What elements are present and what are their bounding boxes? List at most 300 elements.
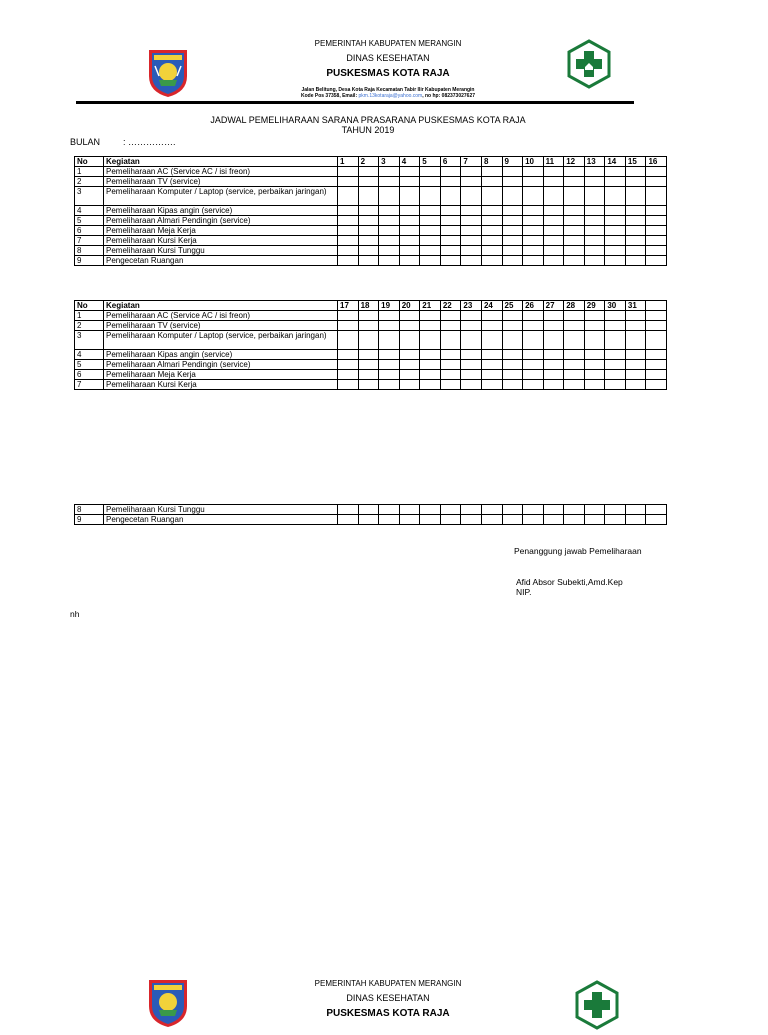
- day-cell[interactable]: [399, 505, 420, 515]
- day-cell[interactable]: [605, 370, 626, 380]
- day-cell[interactable]: [564, 311, 585, 321]
- day-cell[interactable]: [358, 380, 379, 390]
- day-cell[interactable]: [481, 370, 502, 380]
- day-cell[interactable]: [338, 216, 359, 226]
- day-cell[interactable]: [502, 246, 523, 256]
- day-cell[interactable]: [379, 206, 400, 216]
- day-cell[interactable]: [502, 360, 523, 370]
- day-cell[interactable]: [564, 187, 585, 206]
- day-cell[interactable]: [523, 505, 544, 515]
- day-cell[interactable]: [338, 311, 359, 321]
- day-cell[interactable]: [358, 187, 379, 206]
- day-cell[interactable]: [584, 216, 605, 226]
- day-cell[interactable]: [461, 226, 482, 236]
- day-cell[interactable]: [358, 226, 379, 236]
- day-cell[interactable]: [338, 187, 359, 206]
- day-cell[interactable]: [523, 216, 544, 226]
- day-cell[interactable]: [461, 370, 482, 380]
- day-cell[interactable]: [502, 321, 523, 331]
- day-cell[interactable]: [564, 515, 585, 525]
- day-cell[interactable]: [338, 167, 359, 177]
- day-cell[interactable]: [399, 236, 420, 246]
- day-cell[interactable]: [338, 380, 359, 390]
- day-cell[interactable]: [358, 370, 379, 380]
- day-cell[interactable]: [646, 331, 667, 350]
- day-cell[interactable]: [523, 311, 544, 321]
- day-cell[interactable]: [543, 331, 564, 350]
- day-cell[interactable]: [358, 167, 379, 177]
- day-cell[interactable]: [646, 226, 667, 236]
- day-cell[interactable]: [358, 236, 379, 246]
- day-cell[interactable]: [461, 256, 482, 266]
- day-cell[interactable]: [625, 380, 646, 390]
- day-cell[interactable]: [379, 216, 400, 226]
- day-cell[interactable]: [502, 256, 523, 266]
- day-cell[interactable]: [523, 226, 544, 236]
- header-day: 19: [379, 301, 400, 311]
- day-cell[interactable]: [543, 505, 564, 515]
- day-cell[interactable]: [399, 187, 420, 206]
- day-cell[interactable]: [625, 206, 646, 216]
- day-cell[interactable]: [646, 246, 667, 256]
- day-cell[interactable]: [502, 177, 523, 187]
- day-cell[interactable]: [379, 167, 400, 177]
- day-cell[interactable]: [523, 321, 544, 331]
- day-cell[interactable]: [625, 167, 646, 177]
- day-cell[interactable]: [399, 311, 420, 321]
- day-cell[interactable]: [338, 246, 359, 256]
- day-cell[interactable]: [399, 321, 420, 331]
- day-cell[interactable]: [399, 246, 420, 256]
- day-cell[interactable]: [605, 311, 626, 321]
- day-cell[interactable]: [625, 216, 646, 226]
- day-cell[interactable]: [605, 236, 626, 246]
- day-cell[interactable]: [646, 380, 667, 390]
- day-cell[interactable]: [358, 311, 379, 321]
- row-no: 1: [75, 311, 104, 321]
- day-cell[interactable]: [358, 321, 379, 331]
- day-cell[interactable]: [502, 167, 523, 177]
- day-cell[interactable]: [338, 331, 359, 350]
- day-cell[interactable]: [584, 360, 605, 370]
- day-cell[interactable]: [646, 236, 667, 246]
- day-cell[interactable]: [502, 515, 523, 525]
- day-cell[interactable]: [420, 515, 441, 525]
- day-cell[interactable]: [625, 226, 646, 236]
- day-cell[interactable]: [605, 331, 626, 350]
- day-cell[interactable]: [338, 321, 359, 331]
- day-cell[interactable]: [420, 246, 441, 256]
- day-cell[interactable]: [646, 206, 667, 216]
- day-cell[interactable]: [338, 236, 359, 246]
- day-cell[interactable]: [646, 216, 667, 226]
- day-cell[interactable]: [502, 311, 523, 321]
- day-cell[interactable]: [564, 256, 585, 266]
- day-cell[interactable]: [461, 206, 482, 216]
- day-cell[interactable]: [543, 360, 564, 370]
- day-cell[interactable]: [358, 505, 379, 515]
- day-cell[interactable]: [461, 311, 482, 321]
- day-cell[interactable]: [481, 246, 502, 256]
- day-cell[interactable]: [481, 206, 502, 216]
- day-cell[interactable]: [625, 256, 646, 266]
- day-cell[interactable]: [605, 321, 626, 331]
- day-cell[interactable]: [379, 177, 400, 187]
- day-cell[interactable]: [440, 350, 461, 360]
- row-no: 3: [75, 331, 104, 350]
- day-cell[interactable]: [543, 177, 564, 187]
- day-cell[interactable]: [420, 370, 441, 380]
- day-cell[interactable]: [440, 246, 461, 256]
- header-no: No: [75, 301, 104, 311]
- day-cell[interactable]: [440, 167, 461, 177]
- day-cell[interactable]: [502, 187, 523, 206]
- day-cell[interactable]: [584, 206, 605, 216]
- day-cell[interactable]: [584, 167, 605, 177]
- day-cell[interactable]: [461, 331, 482, 350]
- day-cell[interactable]: [481, 187, 502, 206]
- day-cell[interactable]: [584, 311, 605, 321]
- day-cell[interactable]: [399, 350, 420, 360]
- header-day: 29: [584, 301, 605, 311]
- day-cell[interactable]: [646, 256, 667, 266]
- day-cell[interactable]: [584, 350, 605, 360]
- day-cell[interactable]: [605, 515, 626, 525]
- day-cell[interactable]: [646, 177, 667, 187]
- day-cell[interactable]: [358, 246, 379, 256]
- day-cell[interactable]: [543, 370, 564, 380]
- day-cell[interactable]: [440, 311, 461, 321]
- day-cell[interactable]: [440, 226, 461, 236]
- day-cell[interactable]: [543, 206, 564, 216]
- day-cell[interactable]: [379, 360, 400, 370]
- day-cell[interactable]: [420, 236, 441, 246]
- day-cell[interactable]: [399, 206, 420, 216]
- day-cell[interactable]: [646, 505, 667, 515]
- day-cell[interactable]: [584, 370, 605, 380]
- day-cell[interactable]: [338, 370, 359, 380]
- day-cell[interactable]: [440, 505, 461, 515]
- day-cell[interactable]: [564, 216, 585, 226]
- day-cell[interactable]: [379, 321, 400, 331]
- day-cell[interactable]: [338, 360, 359, 370]
- day-cell[interactable]: [543, 226, 564, 236]
- day-cell[interactable]: [461, 246, 482, 256]
- day-cell[interactable]: [481, 167, 502, 177]
- day-cell[interactable]: [625, 515, 646, 525]
- day-cell[interactable]: [461, 236, 482, 246]
- day-cell[interactable]: [481, 216, 502, 226]
- day-cell[interactable]: [420, 187, 441, 206]
- day-cell[interactable]: [461, 350, 482, 360]
- day-cell[interactable]: [440, 236, 461, 246]
- day-cell[interactable]: [440, 216, 461, 226]
- day-cell[interactable]: [625, 246, 646, 256]
- day-cell[interactable]: [379, 331, 400, 350]
- day-cell[interactable]: [420, 331, 441, 350]
- day-cell[interactable]: [358, 360, 379, 370]
- day-cell[interactable]: [605, 167, 626, 177]
- header-day: 31: [625, 301, 646, 311]
- row-no: 6: [75, 226, 104, 236]
- day-cell[interactable]: [625, 370, 646, 380]
- day-cell[interactable]: [379, 350, 400, 360]
- day-cell[interactable]: [502, 505, 523, 515]
- day-cell[interactable]: [523, 246, 544, 256]
- day-cell[interactable]: [543, 256, 564, 266]
- day-cell[interactable]: [543, 236, 564, 246]
- day-cell[interactable]: [481, 360, 502, 370]
- day-cell[interactable]: [420, 360, 441, 370]
- day-cell[interactable]: [564, 206, 585, 216]
- day-cell[interactable]: [605, 177, 626, 187]
- day-cell[interactable]: [420, 167, 441, 177]
- day-cell[interactable]: [481, 350, 502, 360]
- day-cell[interactable]: [646, 321, 667, 331]
- day-cell[interactable]: [358, 331, 379, 350]
- day-cell[interactable]: [543, 380, 564, 390]
- day-cell[interactable]: [420, 380, 441, 390]
- day-cell[interactable]: [625, 177, 646, 187]
- day-cell[interactable]: [399, 216, 420, 226]
- day-cell[interactable]: [646, 187, 667, 206]
- day-cell[interactable]: [605, 206, 626, 216]
- day-cell[interactable]: [338, 350, 359, 360]
- day-cell[interactable]: [625, 187, 646, 206]
- day-cell[interactable]: [625, 321, 646, 331]
- day-cell[interactable]: [584, 321, 605, 331]
- day-cell[interactable]: [543, 167, 564, 177]
- day-cell[interactable]: [399, 360, 420, 370]
- day-cell[interactable]: [420, 206, 441, 216]
- day-cell[interactable]: [481, 256, 502, 266]
- day-cell[interactable]: [420, 311, 441, 321]
- day-cell[interactable]: [379, 236, 400, 246]
- day-cell[interactable]: [379, 380, 400, 390]
- day-cell[interactable]: [399, 331, 420, 350]
- day-cell[interactable]: [440, 380, 461, 390]
- day-cell[interactable]: [523, 236, 544, 246]
- day-cell[interactable]: [440, 370, 461, 380]
- day-cell[interactable]: [543, 187, 564, 206]
- day-cell[interactable]: [605, 505, 626, 515]
- day-cell[interactable]: [481, 236, 502, 246]
- day-cell[interactable]: [461, 321, 482, 331]
- day-cell[interactable]: [379, 505, 400, 515]
- day-cell[interactable]: [523, 360, 544, 370]
- day-cell[interactable]: [564, 370, 585, 380]
- kop-email[interactable]: pkm.13kotaraja@yahoo.com: [358, 93, 423, 99]
- day-cell[interactable]: [605, 380, 626, 390]
- day-cell[interactable]: [502, 216, 523, 226]
- day-cell[interactable]: [605, 216, 626, 226]
- day-cell[interactable]: [338, 226, 359, 236]
- day-cell[interactable]: [481, 177, 502, 187]
- day-cell[interactable]: [543, 350, 564, 360]
- day-cell[interactable]: [523, 515, 544, 525]
- day-cell[interactable]: [564, 321, 585, 331]
- day-cell[interactable]: [379, 187, 400, 206]
- day-cell[interactable]: [338, 206, 359, 216]
- day-cell[interactable]: [379, 246, 400, 256]
- day-cell[interactable]: [625, 331, 646, 350]
- day-cell[interactable]: [605, 226, 626, 236]
- day-cell[interactable]: [461, 177, 482, 187]
- day-cell[interactable]: [625, 236, 646, 246]
- day-cell[interactable]: [584, 177, 605, 187]
- day-cell[interactable]: [440, 177, 461, 187]
- day-cell[interactable]: [605, 360, 626, 370]
- day-cell[interactable]: [440, 187, 461, 206]
- day-cell[interactable]: [584, 187, 605, 206]
- day-cell[interactable]: [420, 256, 441, 266]
- day-cell[interactable]: [358, 216, 379, 226]
- day-cell[interactable]: [523, 177, 544, 187]
- day-cell[interactable]: [502, 331, 523, 350]
- day-cell[interactable]: [502, 380, 523, 390]
- day-cell[interactable]: [338, 256, 359, 266]
- day-cell[interactable]: [543, 321, 564, 331]
- day-cell[interactable]: [646, 167, 667, 177]
- day-cell[interactable]: [461, 380, 482, 390]
- day-cell[interactable]: [440, 331, 461, 350]
- day-cell[interactable]: [399, 256, 420, 266]
- day-cell[interactable]: [440, 256, 461, 266]
- day-cell[interactable]: [420, 505, 441, 515]
- day-cell[interactable]: [646, 360, 667, 370]
- day-cell[interactable]: [420, 216, 441, 226]
- day-cell[interactable]: [358, 515, 379, 525]
- day-cell[interactable]: [440, 515, 461, 525]
- day-cell[interactable]: [461, 360, 482, 370]
- day-cell[interactable]: [564, 350, 585, 360]
- day-cell[interactable]: [399, 167, 420, 177]
- day-cell[interactable]: [481, 321, 502, 331]
- day-cell[interactable]: [625, 505, 646, 515]
- day-cell[interactable]: [440, 206, 461, 216]
- day-cell[interactable]: [481, 380, 502, 390]
- day-cell[interactable]: [564, 331, 585, 350]
- day-cell[interactable]: [625, 311, 646, 321]
- day-cell[interactable]: [481, 331, 502, 350]
- day-cell[interactable]: [358, 256, 379, 266]
- day-cell[interactable]: [379, 515, 400, 525]
- day-cell[interactable]: [461, 515, 482, 525]
- day-cell[interactable]: [646, 370, 667, 380]
- day-cell[interactable]: [584, 236, 605, 246]
- day-cell[interactable]: [481, 311, 502, 321]
- day-cell[interactable]: [564, 167, 585, 177]
- day-cell[interactable]: [564, 360, 585, 370]
- day-cell[interactable]: [502, 206, 523, 216]
- day-cell[interactable]: [646, 350, 667, 360]
- day-cell[interactable]: [338, 177, 359, 187]
- day-cell[interactable]: [379, 311, 400, 321]
- day-cell[interactable]: [543, 216, 564, 226]
- day-cell[interactable]: [564, 236, 585, 246]
- day-cell[interactable]: [543, 246, 564, 256]
- day-cell[interactable]: [358, 350, 379, 360]
- day-cell[interactable]: [420, 321, 441, 331]
- day-cell[interactable]: [523, 380, 544, 390]
- day-cell[interactable]: [584, 226, 605, 236]
- day-cell[interactable]: [399, 515, 420, 525]
- day-cell[interactable]: [481, 505, 502, 515]
- day-cell[interactable]: [399, 177, 420, 187]
- day-cell[interactable]: [543, 311, 564, 321]
- day-cell[interactable]: [564, 177, 585, 187]
- day-cell[interactable]: [461, 187, 482, 206]
- day-cell[interactable]: [379, 370, 400, 380]
- day-cell[interactable]: [605, 350, 626, 360]
- table-row: [75, 515, 667, 525]
- table-row: [75, 370, 667, 380]
- day-cell[interactable]: [523, 167, 544, 177]
- day-cell[interactable]: [379, 256, 400, 266]
- day-cell[interactable]: [399, 380, 420, 390]
- day-cell[interactable]: [358, 206, 379, 216]
- day-cell[interactable]: [399, 370, 420, 380]
- day-cell[interactable]: [564, 380, 585, 390]
- day-cell[interactable]: [523, 350, 544, 360]
- day-cell[interactable]: [543, 515, 564, 525]
- day-cell[interactable]: [523, 187, 544, 206]
- day-cell[interactable]: [502, 350, 523, 360]
- day-cell[interactable]: [481, 226, 502, 236]
- day-cell[interactable]: [523, 256, 544, 266]
- day-cell[interactable]: [564, 226, 585, 236]
- day-cell[interactable]: [461, 505, 482, 515]
- day-cell[interactable]: [420, 350, 441, 360]
- day-cell[interactable]: [502, 226, 523, 236]
- day-cell[interactable]: [605, 187, 626, 206]
- day-cell[interactable]: [399, 226, 420, 236]
- row-kegiatan: Pemeliharaan Meja Kerja: [104, 370, 338, 380]
- day-cell[interactable]: [584, 246, 605, 256]
- row-kegiatan: Pemeliharaan Kipas angin (service): [104, 206, 338, 216]
- day-cell[interactable]: [502, 370, 523, 380]
- day-cell[interactable]: [461, 167, 482, 177]
- day-cell[interactable]: [625, 360, 646, 370]
- day-cell[interactable]: [481, 515, 502, 525]
- day-cell[interactable]: [461, 216, 482, 226]
- day-cell[interactable]: [420, 226, 441, 236]
- day-cell[interactable]: [338, 505, 359, 515]
- day-cell[interactable]: [564, 505, 585, 515]
- day-cell[interactable]: [605, 246, 626, 256]
- day-cell[interactable]: [564, 246, 585, 256]
- day-cell[interactable]: [523, 370, 544, 380]
- day-cell[interactable]: [605, 256, 626, 266]
- day-cell[interactable]: [440, 321, 461, 331]
- day-cell[interactable]: [440, 360, 461, 370]
- day-cell[interactable]: [358, 177, 379, 187]
- day-cell[interactable]: [523, 331, 544, 350]
- day-cell[interactable]: [584, 256, 605, 266]
- day-cell[interactable]: [584, 380, 605, 390]
- day-cell[interactable]: [502, 236, 523, 246]
- day-cell[interactable]: [646, 311, 667, 321]
- day-cell[interactable]: [379, 226, 400, 236]
- day-cell[interactable]: [646, 515, 667, 525]
- day-cell[interactable]: [420, 177, 441, 187]
- day-cell[interactable]: [584, 505, 605, 515]
- day-cell[interactable]: [584, 331, 605, 350]
- day-cell[interactable]: [584, 515, 605, 525]
- day-cell[interactable]: [523, 206, 544, 216]
- day-cell[interactable]: [338, 515, 359, 525]
- day-cell[interactable]: [625, 350, 646, 360]
